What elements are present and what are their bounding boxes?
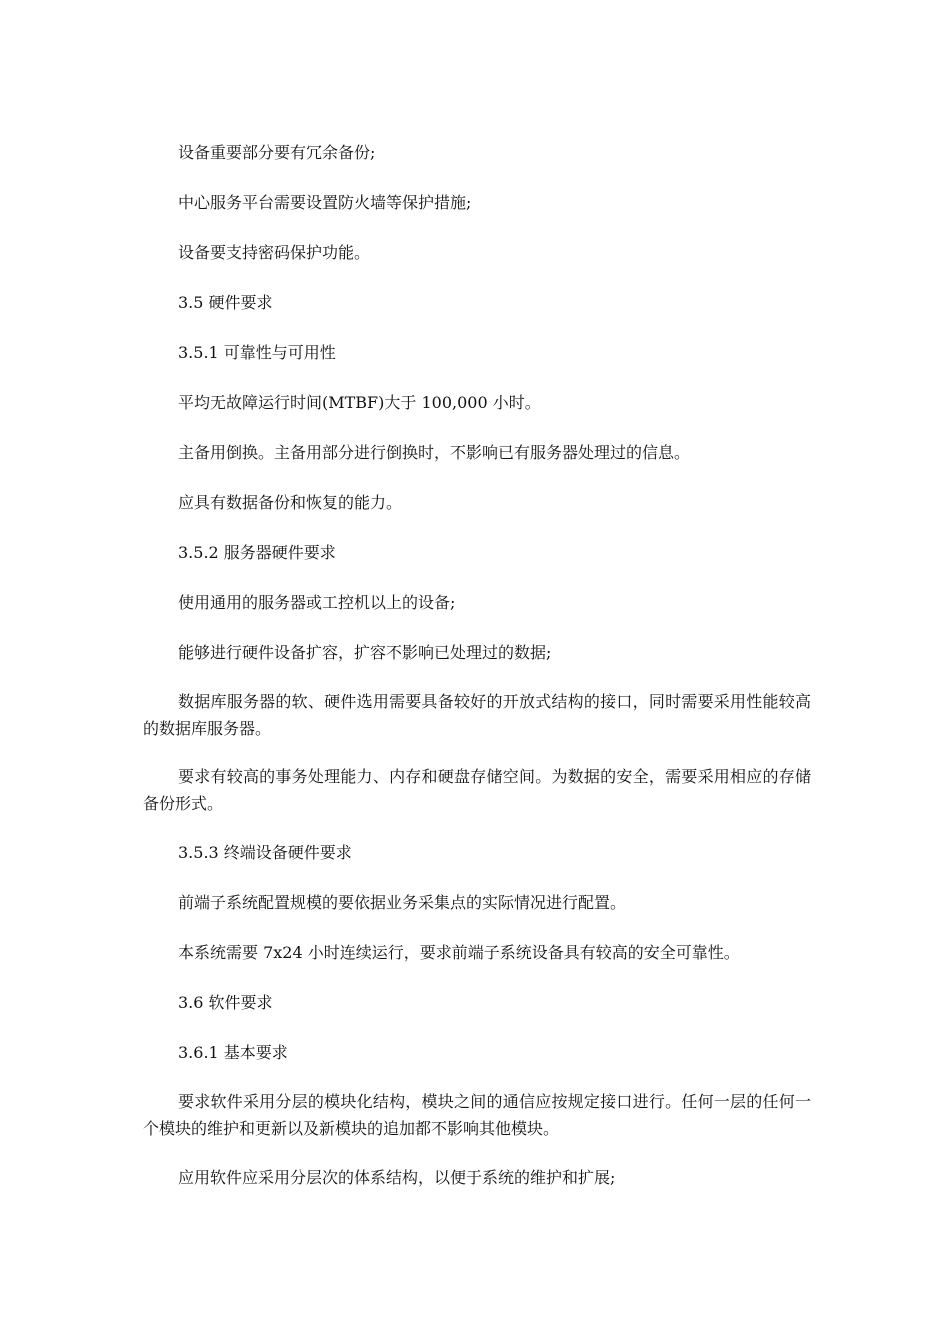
heading-3-5: 3.5 硬件要求 (178, 293, 273, 312)
paragraph-modular-structure: 要求软件采用分层的模块化结构，模块之间的通信应按规定接口进行。任何一层的任何一个模块的维护和更新以及新模块的追加都不影响其他模块。 (143, 1092, 811, 1138)
heading-3-6-1: 3.6.1 基本要求 (178, 1043, 288, 1062)
paragraph-continuous-operation: 本系统需要 7x24 小时连续运行，要求前端子系统设备具有较高的安全可靠性。 (178, 943, 740, 962)
paragraph-password: 设备要支持密码保护功能。 (178, 243, 371, 262)
paragraph-mtbf: 平均无故障运行时间(MTBF)大于 100,000 小时。 (178, 393, 541, 412)
paragraph-database-server: 数据库服务器的软、硬件选用需要具备较好的开放式结构的接口，同时需要采用性能较高的数据库服务器。 (143, 692, 811, 738)
heading-3-5-3: 3.5.3 终端设备硬件要求 (178, 843, 352, 862)
paragraph-storage: 要求有较高的事务处理能力、内存和硬盘存储空间。为数据的安全，需要采用相应的存储备份形式。 (143, 767, 811, 813)
paragraph-redundancy: 设备重要部分要有冗余备份; (178, 143, 376, 162)
heading-3-5-2: 3.5.2 服务器硬件要求 (178, 543, 336, 562)
paragraph-layered-architecture: 应用软件应采用分层次的体系结构，以便于系统的维护和扩展; (178, 1168, 616, 1187)
paragraph-expansion: 能够进行硬件设备扩容，扩容不影响已处理过的数据; (178, 643, 552, 662)
paragraph-firewall: 中心服务平台需要设置防火墙等保护措施; (178, 193, 472, 212)
heading-3-6: 3.6 软件要求 (178, 993, 273, 1012)
paragraph-server-device: 使用通用的服务器或工控机以上的设备; (178, 593, 456, 612)
paragraph-frontend-config: 前端子系统配置规模的要依据业务采集点的实际情况进行配置。 (178, 893, 627, 912)
paragraph-failover: 主备用倒换。主备用部分进行倒换时，不影响已有服务器处理过的信息。 (178, 443, 691, 462)
paragraph-backup: 应具有数据备份和恢复的能力。 (178, 493, 403, 512)
heading-3-5-1: 3.5.1 可靠性与可用性 (178, 343, 336, 362)
